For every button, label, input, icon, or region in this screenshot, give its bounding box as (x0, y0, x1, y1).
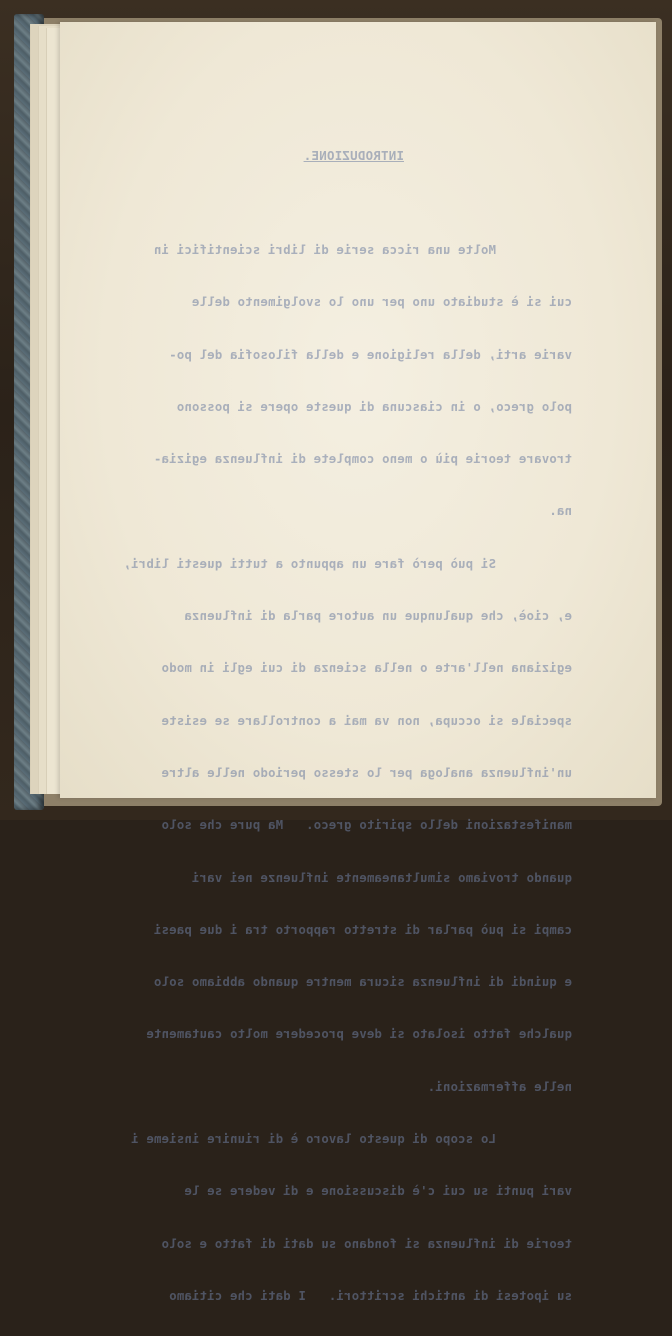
text-line: polo greco, o in ciascuna di queste opere si possono (176, 399, 572, 414)
text-line: Lo scopo di questo lavoro è di riunire insieme i (131, 1132, 572, 1147)
text-line: nelle affermazioni. (427, 1079, 572, 1094)
text-line: su ipotesi di antichi scrittori. I dati che citiamo (169, 1288, 572, 1303)
text-line: cui si è studiato uno per uno lo svolgimento delle (191, 295, 572, 310)
text-line: qualche fatto isolato si deve procedere molto cautamente (146, 1027, 572, 1042)
blank-page (60, 22, 656, 1303)
text-line: teorie di influenza si fondano su dati di fatto e solo (161, 1236, 572, 1251)
text-line: quando troviamo simultaneamente influenze nei vari (191, 870, 572, 885)
text-line: e, cioè, che qualunque un autore parla di influenza (184, 609, 572, 624)
text-line: campi si può parlar di stretto rapporto tra i due paesi (153, 922, 572, 937)
text-line: vari punti su cui c'è discussione e di vedere se le (184, 1184, 572, 1199)
text-line: un'influenza analoga per lo stesso periodo nelle altre (161, 765, 572, 780)
text-line: e quindi di influenza sicura mentre quando abbiamo solo (153, 975, 572, 990)
text-line: trovare teorie più o meno complete di influenza egizia- (153, 452, 572, 467)
text-line: Si può però fare un appunto a tutti questi libri, (123, 556, 572, 571)
text-line: Molte una ricca serie di libri scientifici in (153, 243, 572, 257)
text-line: egiziana nell'arte o nella scienza di cui egli in modo (161, 661, 572, 676)
document-body (92, 210, 572, 1336)
text-line: varie arti, della religione e della filosofia del po- (169, 347, 572, 362)
bleed-through-text (60, 22, 656, 1303)
text-line: speciale si occupa, non va mai a controllare se esiste (161, 713, 572, 728)
text-line: manifestazioni dello spirito greco. Ma pure che solo (161, 818, 572, 833)
text-line: na. (549, 504, 572, 519)
document-heading: INTRODUZIONE. (303, 148, 404, 163)
